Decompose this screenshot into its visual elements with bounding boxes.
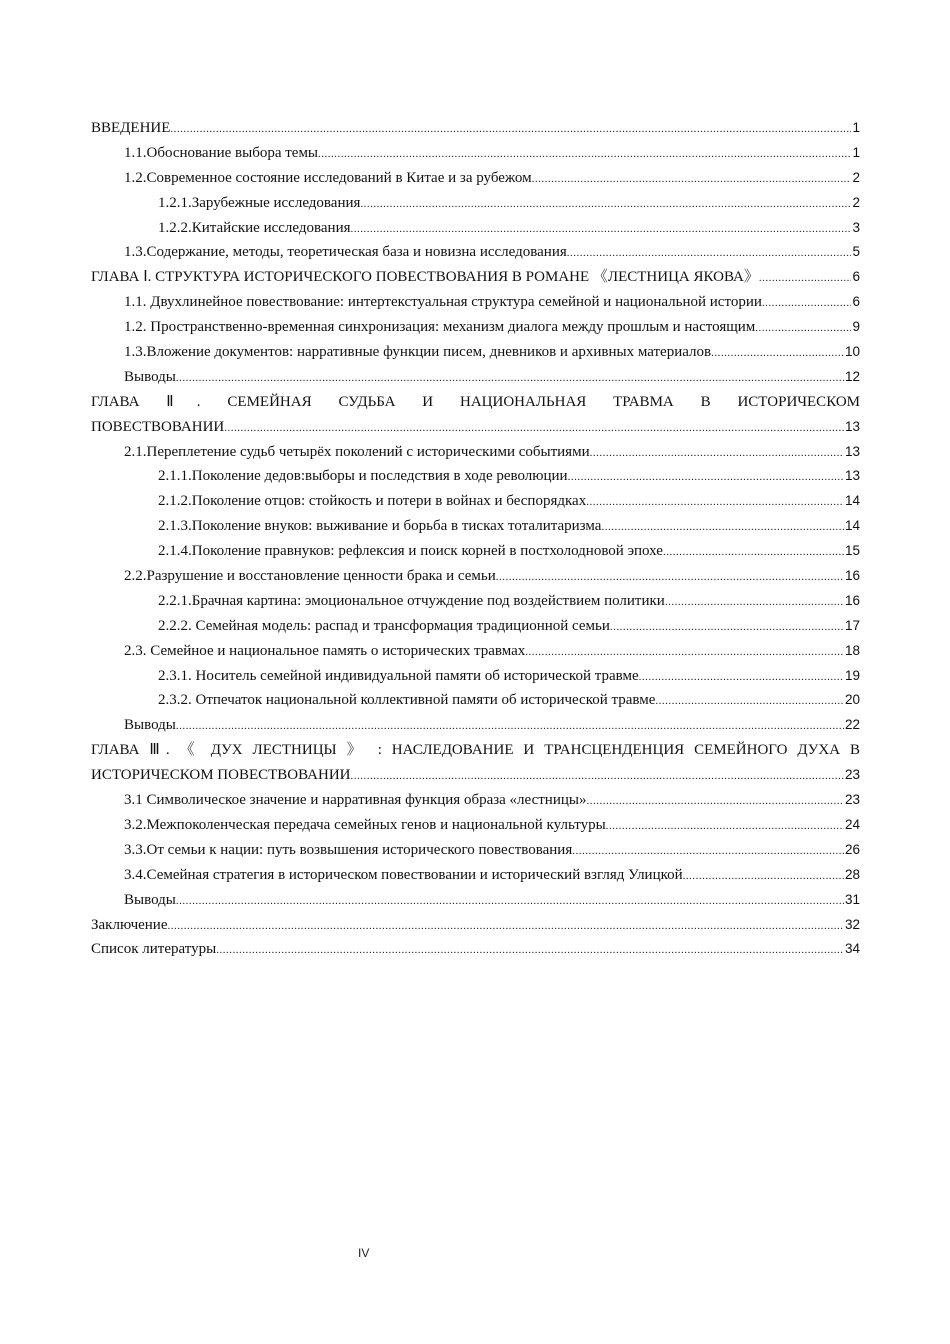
dot-leader (762, 291, 852, 316)
toc-entry-title-line2: ПОВЕСТВОВАНИИ (91, 418, 225, 435)
toc-entry-title: 2.2.Разрушение и восстановление ценности брака и семьи (124, 568, 496, 585)
toc-entry-title-line1: ГЛАВА Ⅲ. 《 ДУХ ЛЕСТНИЦЫ 》 : НАСЛЕДОВАНИЕ И ТРАНСЦЕНДЕНЦИЯ СЕМЕЙНОГО ДУХА В (91, 742, 860, 759)
dot-leader (168, 914, 844, 939)
dot-leader (601, 515, 844, 540)
toc-entry-2-2-1[interactable] (91, 589, 860, 614)
toc-entry-2-1-1[interactable] (91, 464, 860, 489)
toc-page-number: 28 (844, 866, 860, 882)
toc-entry-title: 2.2.2. Семейная модель: распад и трансформация традиционной семьи (158, 617, 610, 634)
toc-page-number: 6 (852, 269, 860, 285)
dot-leader (318, 142, 851, 167)
dot-leader (610, 615, 844, 640)
toc-entry-title: 1.1.Обоснование выбора темы (124, 144, 319, 161)
toc-page-number: 9 (852, 319, 860, 335)
dot-leader (683, 864, 844, 889)
toc-page-number: 32 (844, 916, 860, 932)
toc-entry-ch1-1[interactable] (91, 290, 860, 315)
toc-entry-2-1-2[interactable] (91, 489, 860, 514)
toc-page-number: 13 (844, 418, 860, 434)
toc-entry-2-3-1[interactable] (91, 664, 860, 689)
dot-leader (586, 490, 844, 515)
toc-entry-3-3[interactable] (91, 838, 860, 863)
toc-entry-title: 1.1. Двухлинейное повествование: интертекстуальная структура семейной и национальной истории (124, 294, 762, 311)
dot-leader (525, 640, 844, 665)
toc-page-number: 16 (844, 568, 860, 584)
toc-entry-ch1-3[interactable] (91, 340, 860, 365)
dot-leader (360, 192, 851, 217)
dot-leader (176, 714, 844, 739)
toc-page-number: 22 (844, 717, 860, 733)
toc-entry-title-line2-row (91, 763, 860, 788)
toc-entry-2-2[interactable] (91, 564, 860, 589)
toc-entry-title: 1.2. Пространственно-временная синхронизация: механизм диалога между прошлым и настоящим (124, 319, 756, 336)
toc-page-number: 23 (844, 792, 860, 808)
toc-entry-ch3-conclusions[interactable] (91, 888, 860, 913)
toc-entry-title: Выводы (124, 891, 176, 908)
toc-page-number: 23 (844, 767, 860, 783)
dot-leader (351, 217, 852, 242)
dot-leader (572, 839, 844, 864)
dot-leader (655, 689, 844, 714)
toc-page-number: 16 (844, 592, 860, 608)
toc-page-number: 34 (844, 941, 860, 957)
dot-leader (568, 465, 844, 490)
toc-entry-introduction[interactable] (91, 116, 860, 141)
toc-entry-1-3[interactable] (91, 240, 860, 265)
toc-page-number: 2 (852, 194, 860, 210)
toc-entry-title: Выводы (124, 717, 176, 734)
toc-entry-2-1-4[interactable] (91, 539, 860, 564)
dot-leader (586, 789, 844, 814)
dot-leader (590, 441, 844, 466)
toc-entry-title: 1.2.1.Зарубежные исследования (158, 194, 361, 211)
toc-page-number: 17 (844, 617, 860, 633)
toc-entry-1-2-2[interactable] (91, 216, 860, 241)
dot-leader (663, 540, 844, 565)
toc-entry-3-4[interactable] (91, 863, 860, 888)
toc-entry-title: 2.2.1.Брачная картина: эмоциональное отчуждение под воздействием политики (158, 592, 665, 609)
toc-page-number: 19 (844, 667, 860, 683)
toc-entry-title: Список литературы (91, 941, 217, 958)
toc-page-number: 18 (844, 642, 860, 658)
toc-entry-title: 2.1.2.Поколение отцов: стойкость и потери в войнах и беспорядках (158, 493, 587, 510)
toc-page-number: 1 (852, 144, 860, 160)
toc-entry-2-3-2[interactable] (91, 688, 860, 713)
toc-entry-2-1[interactable] (91, 440, 860, 465)
toc-entry-title: 2.3.2. Отпечаток национальной коллективной памяти об исторической травме (158, 692, 656, 709)
toc-entry-title: ГЛАВА Ⅰ. СТРУКТУРА ИСТОРИЧЕСКОГО ПОВЕСТВОВАНИЯ В РОМАНЕ 《ЛЕСТНИЦА ЯКОВА》 (91, 269, 759, 286)
dot-leader (224, 416, 844, 441)
page-footer-number: IV (358, 1246, 370, 1260)
toc-entry-title: 3.2.Межпоколенческая передача семейных генов и национальной культуры (124, 816, 606, 833)
toc-entry-conclusion[interactable] (91, 913, 860, 938)
toc-entry-1-2-1[interactable] (91, 191, 860, 216)
toc-entry-title: 1.2.Современное состояние исследований в Китае и за рубежом (124, 169, 532, 186)
toc-entry-title: ВВЕДЕНИЕ (91, 120, 171, 136)
toc-page-number: 24 (844, 816, 860, 832)
toc-page-number: 1 (852, 120, 860, 135)
toc-entry-title: 2.3.1. Носитель семейной индивидуальной памяти об исторической травме (158, 667, 639, 684)
toc-entry-2-3[interactable] (91, 639, 860, 664)
toc-entry-title: 3.4.Семейная стратегия в историческом повествовании и исторический взгляд Улицкой (124, 866, 683, 883)
toc-entry-title: Выводы (124, 368, 176, 385)
toc-entry-2-2-2[interactable] (91, 614, 860, 639)
toc-entry-title: 1.3.Содержание, методы, теоретическая база и новизна исследования (124, 244, 567, 261)
toc-entry-chapter-3[interactable] (91, 738, 860, 788)
toc-page-number: 14 (844, 518, 860, 534)
toc-entry-title: 2.1.4.Поколение правнуков: рефлексия и поиск корней в постхолодновой эпохе (158, 543, 663, 560)
toc-page-number: 12 (844, 368, 860, 384)
toc-entry-ch1-conclusions[interactable] (91, 365, 860, 390)
toc-page-number: 3 (852, 219, 860, 235)
toc-page-number: 2 (852, 169, 860, 185)
toc-entry-title: 2.3. Семейное и национальное память о исторических травмах (124, 642, 526, 659)
toc-entry-ch2-conclusions[interactable] (91, 713, 860, 738)
toc-entry-3-1[interactable] (91, 788, 860, 813)
dot-leader (216, 938, 844, 963)
toc-page-number: 20 (844, 692, 860, 708)
toc-entry-chapter-1[interactable] (91, 265, 860, 290)
toc-page-number: 10 (844, 344, 860, 360)
toc-entry-chapter-2[interactable] (91, 390, 860, 440)
toc-entry-title-line2: ИСТОРИЧЕСКОМ ПОВЕСТВОВАНИИ (91, 767, 351, 784)
toc-page-number: 5 (852, 244, 860, 260)
toc-entry-title: 3.3.От семьи к нации: путь возвышения исторического повествования (124, 841, 573, 858)
toc-entry-title-line2-row (91, 415, 860, 440)
dot-leader (606, 814, 844, 839)
toc-page-number: 13 (844, 443, 860, 459)
toc-entry-ch1-2[interactable] (91, 315, 860, 340)
toc-entry-title: 1.2.2.Китайские исследования (158, 219, 351, 236)
dot-leader (176, 889, 844, 914)
dot-leader (711, 341, 844, 366)
dot-leader (755, 316, 851, 341)
toc-entry-title: 3.1 Символическое значение и нарративная функция образа «лестницы» (124, 792, 587, 809)
toc-entry-title-line1: ГЛАВА Ⅱ. СЕМЕЙНАЯ СУДЬБА И НАЦИОНАЛЬНАЯ ТРАВМА В ИСТОРИЧЕСКОМ (91, 393, 860, 410)
toc-page-number: 31 (844, 891, 860, 907)
toc-entry-title: 2.1.Переплетение судьб четырёх поколений с историческими событиями (124, 443, 590, 460)
dot-leader (532, 167, 852, 192)
dot-leader (351, 764, 844, 789)
toc-entry-2-1-3[interactable] (91, 514, 860, 539)
toc-page-number: 26 (844, 841, 860, 857)
toc-entry-bibliography[interactable] (91, 937, 860, 962)
toc-entry-3-2[interactable] (91, 813, 860, 838)
toc-entry-1-1[interactable] (91, 141, 860, 166)
table-of-contents (91, 116, 860, 962)
toc-entry-title: 2.1.1.Поколение дедов:выборы и последствия в ходе революции (158, 468, 568, 485)
toc-page-number: 14 (844, 493, 860, 509)
toc-entry-title: 2.1.3.Поколение внуков: выживание и борьба в тисках тоталитаризма (158, 518, 602, 535)
dot-leader (639, 665, 844, 690)
toc-entry-1-2[interactable] (91, 166, 860, 191)
dot-leader (496, 565, 844, 590)
dot-leader (759, 266, 852, 291)
toc-entry-title: 1.3.Вложение документов: нарративные функции писем, дневников и архивных материалов (124, 344, 712, 361)
dot-leader (665, 590, 844, 615)
dot-leader (176, 366, 844, 391)
toc-page-number: 13 (844, 468, 860, 484)
dot-leader (170, 117, 851, 142)
toc-page-number: 6 (852, 294, 860, 310)
dot-leader (567, 241, 852, 266)
toc-entry-title: Заключение (91, 916, 168, 933)
toc-page-number: 15 (844, 543, 860, 559)
